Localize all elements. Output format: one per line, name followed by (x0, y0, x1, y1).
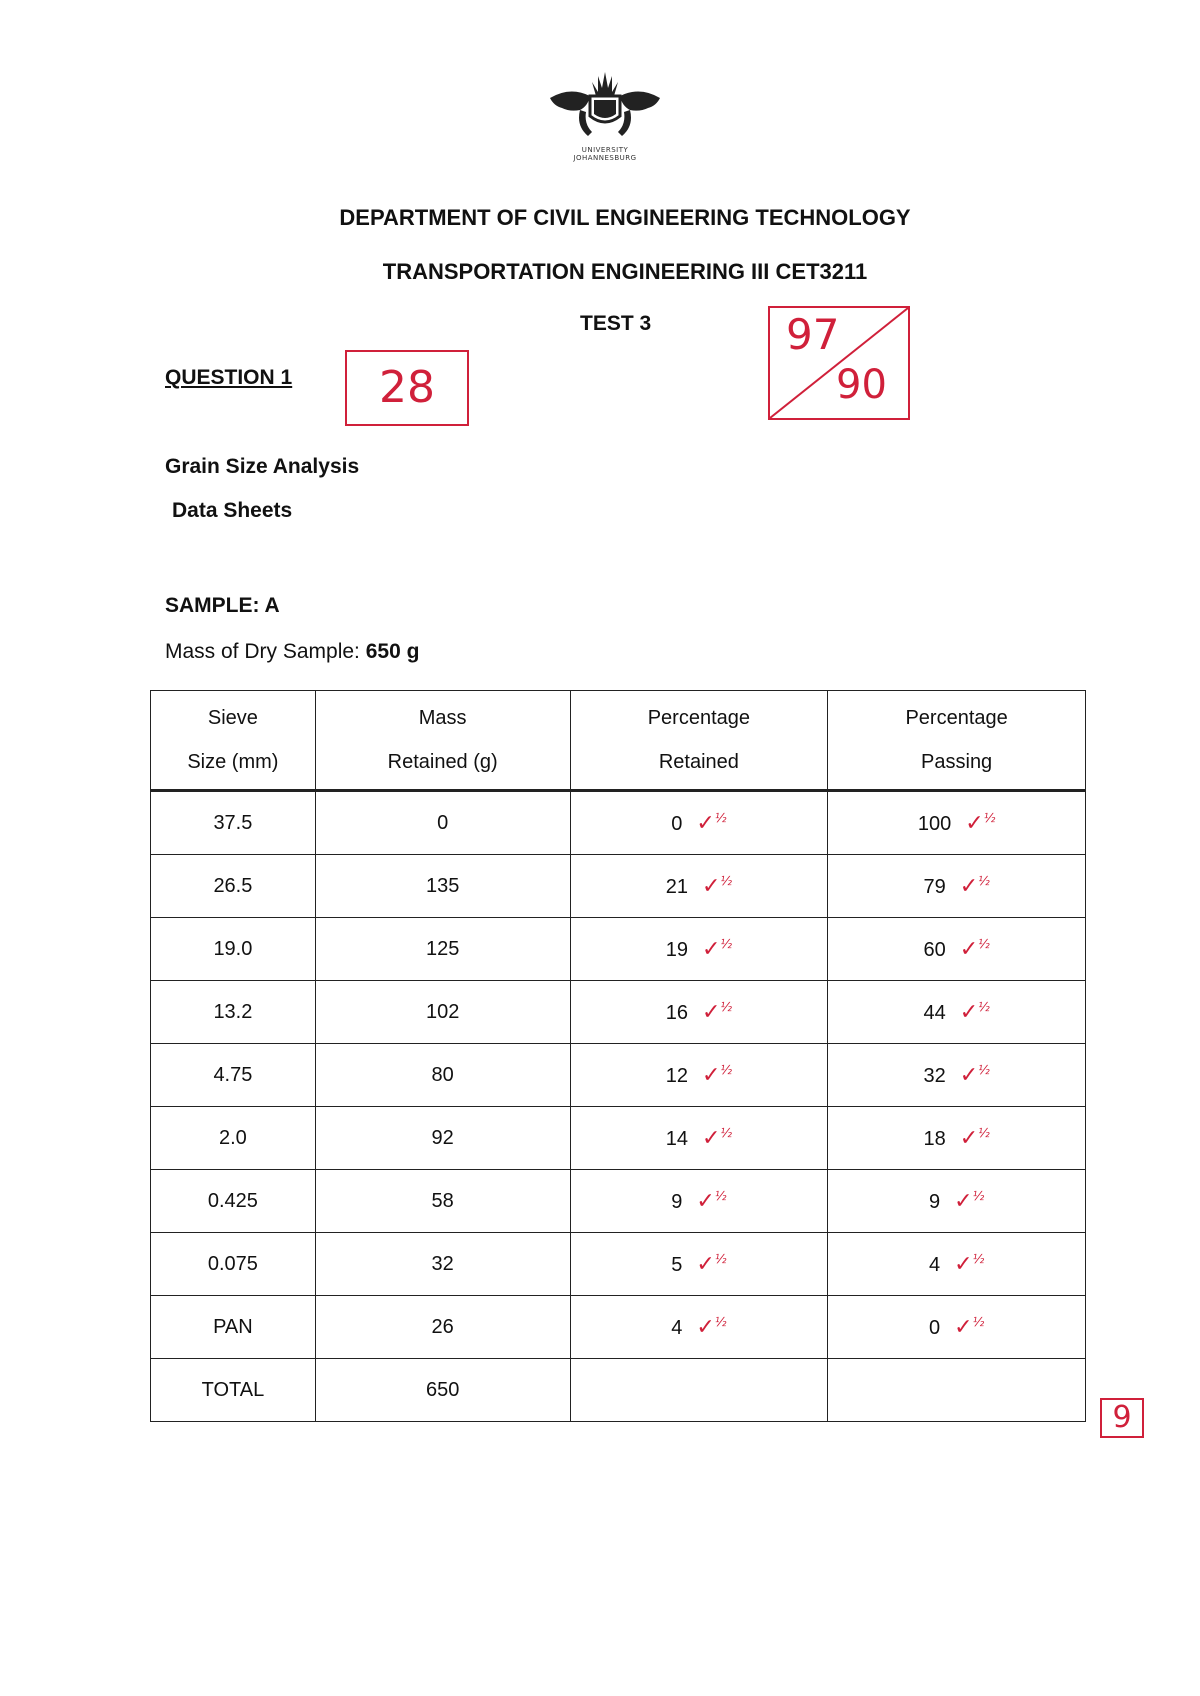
department-title: DEPARTMENT OF CIVIL ENGINEERING TECHNOLOGY (339, 205, 911, 230)
section-score-box: 9 (1100, 1398, 1144, 1438)
test-title: TEST 3 (580, 312, 652, 335)
half-mark-tick-icon: ✓$^{\frac{1}{2}}$ (701, 936, 733, 962)
pct-retained-cell: 0 ✓$^{\frac{1}{2}}$ (570, 791, 828, 855)
question-score: 28 (379, 362, 435, 413)
table-row (151, 1170, 1086, 1233)
half-mark-tick-icon: ✓$^{\frac{1}{2}}$ (696, 1188, 727, 1214)
pct-retained-cell: 9 ✓$^{\frac{1}{2}}$ (570, 1170, 828, 1233)
total-score-obtained: 97 (786, 310, 840, 359)
mass-retained-cell: 0 (315, 791, 570, 855)
sample-mass-label: Mass of Dry Sample: (165, 640, 366, 663)
pct-retained-cell: 21 ✓$^{\frac{1}{2}}$ (570, 855, 828, 918)
sieve-size-cell: 4.75 (151, 1044, 316, 1107)
table-row (151, 1233, 1086, 1296)
mass-retained-cell: 125 (315, 918, 570, 981)
header-mass-retained: Mass Retained (g) (315, 691, 570, 791)
sample-mass-line (165, 640, 419, 664)
pct-retained-cell: 16 ✓$^{\frac{1}{2}}$ (570, 981, 828, 1044)
half-mark-tick-icon: ✓$^{\frac{1}{2}}$ (701, 1125, 733, 1151)
sieve-size-cell: 2.0 (151, 1107, 316, 1170)
question-score-box (345, 350, 469, 426)
pct-retained-cell: 19 ✓$^{\frac{1}{2}}$ (570, 918, 828, 981)
half-mark-tick-icon: ✓$^{\frac{1}{2}}$ (959, 1125, 990, 1151)
course-title: TRANSPORTATION ENGINEERING III CET3211 (382, 259, 868, 284)
sieve-size-cell: 37.5 (151, 791, 316, 855)
half-mark-tick-icon: ✓$^{\frac{1}{2}}$ (954, 1314, 985, 1340)
sieve-size-cell: 0.425 (151, 1170, 316, 1233)
table-row (151, 791, 1086, 855)
table-row (151, 918, 1086, 981)
pct-passing-cell: 18 ✓$^{\frac{1}{2}}$ (828, 1107, 1086, 1170)
half-mark-tick-icon: ✓$^{\frac{1}{2}}$ (701, 873, 733, 899)
sieve-size-cell: 13.2 (151, 981, 316, 1044)
grain-size-table (150, 690, 1086, 1422)
section-title: Grain Size Analysis (165, 455, 360, 478)
logo-line-1: UNIVERSITY (581, 146, 629, 154)
half-mark-tick-icon: ✓$^{\frac{1}{2}}$ (954, 1251, 985, 1277)
section-subtitle: Data Sheets (172, 499, 293, 522)
table-row (151, 981, 1086, 1044)
table-row (151, 855, 1086, 918)
total-mass-cell: 650 (315, 1359, 570, 1422)
question-label: QUESTION 1 (165, 366, 293, 389)
table-total-row (151, 1359, 1086, 1422)
mass-retained-cell: 32 (315, 1233, 570, 1296)
half-mark-tick-icon: ✓$^{\frac{1}{2}}$ (701, 1062, 733, 1088)
mass-retained-cell: 102 (315, 981, 570, 1044)
pct-passing-cell: 9 ✓$^{\frac{1}{2}}$ (828, 1170, 1086, 1233)
half-mark-tick-icon: ✓$^{\frac{1}{2}}$ (959, 999, 990, 1025)
mass-retained-cell: 26 (315, 1296, 570, 1359)
mass-retained-cell: 80 (315, 1044, 570, 1107)
sieve-size-cell: 19.0 (151, 918, 316, 981)
logo-line-2: JOHANNESBURG (573, 154, 637, 162)
sieve-size-cell: PAN (151, 1296, 316, 1359)
sample-label: SAMPLE: A (165, 594, 280, 617)
header-sieve-size: Sieve Size (mm) (151, 691, 316, 791)
header-percentage-retained: Percentage Retained (570, 691, 828, 791)
half-mark-tick-icon: ✓$^{\frac{1}{2}}$ (696, 1314, 727, 1340)
pct-passing-cell: 79 ✓$^{\frac{1}{2}}$ (828, 855, 1086, 918)
mass-retained-cell: 92 (315, 1107, 570, 1170)
university-crest-icon (540, 66, 670, 146)
pct-passing-cell: 60 ✓$^{\frac{1}{2}}$ (828, 918, 1086, 981)
mass-retained-cell: 58 (315, 1170, 570, 1233)
total-pct-passing-cell (828, 1359, 1086, 1422)
pct-retained-cell: 14 ✓$^{\frac{1}{2}}$ (570, 1107, 828, 1170)
pct-retained-cell: 4 ✓$^{\frac{1}{2}}$ (570, 1296, 828, 1359)
pct-passing-cell: 100 ✓$^{\frac{1}{2}}$ (828, 791, 1086, 855)
table-row (151, 1044, 1086, 1107)
total-score-box (768, 306, 910, 420)
pct-passing-cell: 44 ✓$^{\frac{1}{2}}$ (828, 981, 1086, 1044)
table-header-row (151, 691, 1086, 791)
sieve-size-cell: 0.075 (151, 1233, 316, 1296)
total-score-out-of: 90 (836, 362, 887, 408)
half-mark-tick-icon: ✓$^{\frac{1}{2}}$ (954, 1188, 985, 1214)
half-mark-tick-icon: ✓$^{\frac{1}{2}}$ (696, 1251, 727, 1277)
half-mark-tick-icon: ✓$^{\frac{1}{2}}$ (701, 999, 733, 1025)
table-row (151, 1107, 1086, 1170)
total-pct-retained-cell (570, 1359, 828, 1422)
half-mark-tick-icon: ✓$^{\frac{1}{2}}$ (965, 810, 996, 836)
mass-retained-cell: 135 (315, 855, 570, 918)
half-mark-tick-icon: ✓$^{\frac{1}{2}}$ (696, 810, 727, 836)
pct-retained-cell: 5 ✓$^{\frac{1}{2}}$ (570, 1233, 828, 1296)
university-logo (540, 66, 670, 178)
pct-passing-cell: 4 ✓$^{\frac{1}{2}}$ (828, 1233, 1086, 1296)
table-row (151, 1296, 1086, 1359)
pct-passing-cell: 0 ✓$^{\frac{1}{2}}$ (828, 1296, 1086, 1359)
pct-retained-cell: 12 ✓$^{\frac{1}{2}}$ (570, 1044, 828, 1107)
header-percentage-passing: Percentage Passing (828, 691, 1086, 791)
half-mark-tick-icon: ✓$^{\frac{1}{2}}$ (959, 936, 990, 962)
sample-mass-value: 650 g (365, 640, 420, 663)
pct-passing-cell: 32 ✓$^{\frac{1}{2}}$ (828, 1044, 1086, 1107)
sieve-size-cell: 26.5 (151, 855, 316, 918)
half-mark-tick-icon: ✓$^{\frac{1}{2}}$ (959, 1062, 990, 1088)
half-mark-tick-icon: ✓$^{\frac{1}{2}}$ (959, 873, 990, 899)
total-label-cell: TOTAL (151, 1359, 316, 1422)
